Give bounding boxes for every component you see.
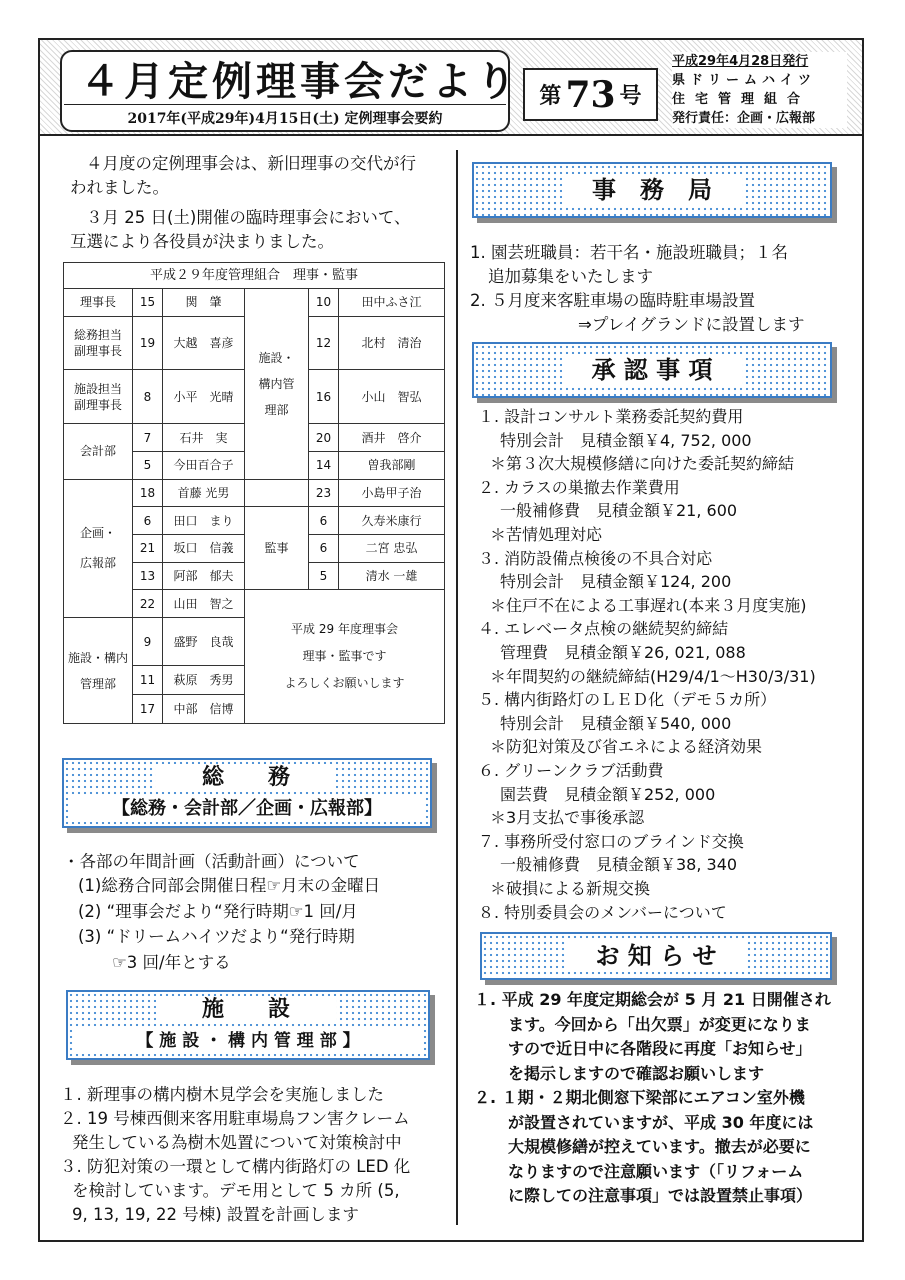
approval-line: ＊苦情処理対応 bbox=[490, 525, 603, 544]
shisetsu-line: 9, 13, 19, 22 号棟) 設置を計画します bbox=[72, 1205, 359, 1224]
building-no: 17 bbox=[133, 695, 163, 724]
shisetsu-line: を検討しています。デモ用として 5 カ所 (5, bbox=[72, 1181, 400, 1200]
building-no: 7 bbox=[133, 424, 163, 452]
officer-name: 坂口 信義 bbox=[163, 534, 245, 562]
approval-line: ＊破損による新規交換 bbox=[490, 879, 651, 898]
jimukyoku-line: 1. 園芸班職員：若干名・施設班職員；１名 bbox=[470, 243, 788, 262]
officer-name: 久寿米康行 bbox=[339, 507, 445, 535]
notice-line: ２. １期・２期北側窓下梁部にエアコン室外機 bbox=[474, 1088, 805, 1107]
notice-line: なりますので注意願います（「リフォーム bbox=[508, 1161, 804, 1181]
issue-number-box bbox=[523, 68, 658, 121]
officer-name: 関 肇 bbox=[163, 289, 245, 317]
building-no: 6 bbox=[309, 534, 339, 562]
building-no: 19 bbox=[133, 316, 163, 370]
officer-name: 阿部 郁夫 bbox=[163, 562, 245, 590]
officer-name: 首藤 光男 bbox=[163, 479, 245, 507]
officer-name: 中部 信博 bbox=[163, 695, 245, 724]
officer-name: 山田 智之 bbox=[163, 590, 245, 618]
building-no: 16 bbox=[309, 370, 339, 424]
jimukyoku-line: ⇒プレイグランドに設置します bbox=[578, 315, 805, 334]
building-no: 23 bbox=[309, 479, 339, 507]
building-no: 5 bbox=[133, 451, 163, 479]
building-no: 8 bbox=[133, 370, 163, 424]
officer-name: 清水 一雄 bbox=[339, 562, 445, 590]
notice-line: に際しての注意事項」では設置禁止事項） bbox=[508, 1186, 813, 1205]
role-cell: 企画・広報部 bbox=[64, 479, 133, 617]
role-cell: 理事長 bbox=[64, 289, 133, 317]
shisetsu-heading-title: 施 設 bbox=[156, 996, 336, 1024]
approval-line: 一般補修費 見積金額￥21, 600 bbox=[500, 501, 738, 521]
newsletter-subtitle: 2017年(平成29年)4月15日(土) 定例理事会要約 bbox=[64, 104, 506, 128]
responsible-editor: 発行責任：企画・広報部 bbox=[672, 111, 816, 126]
soumu-line: (2) “理事会だより“発行時期☞1 回/月 bbox=[78, 902, 358, 921]
shisetsu-line: １. 新理事の構内樹木見学会を実施しました bbox=[60, 1085, 384, 1104]
group-facility: 施設・構内管理部 bbox=[245, 289, 309, 480]
approval-line: ＊3月支払で事後承認 bbox=[490, 808, 645, 828]
notice-line: すので近日中に各階段に再度「お知らせ」 bbox=[508, 1039, 812, 1058]
notice-line: １. 平成 29 年度定期総会が 5 月 21 日開催され bbox=[474, 990, 831, 1009]
empty-cell bbox=[245, 479, 309, 507]
role-cell: 会計部 bbox=[64, 424, 133, 479]
jimukyoku-line: 追加募集をいたします bbox=[488, 267, 653, 286]
notice-list bbox=[474, 988, 831, 1209]
approval-line: １. 設計コンサルト業務委託契約費用 bbox=[478, 407, 744, 426]
soumu-line: ☞3 回/年とする bbox=[112, 953, 231, 972]
soumu-heading-title: 総 務 bbox=[156, 764, 336, 792]
building-no: 15 bbox=[133, 289, 163, 317]
building-no: 5 bbox=[309, 562, 339, 590]
approval-line: 一般補修費 見積金額￥38, 340 bbox=[500, 855, 738, 875]
approval-line: ２. カラスの巣撤去作業費用 bbox=[478, 477, 680, 497]
issue-suffix: 号 bbox=[619, 83, 642, 109]
newsletter-title: ４月定例理事会だより bbox=[80, 58, 520, 105]
building-no: 12 bbox=[309, 316, 339, 370]
approval-line: ＊住戸不在による工事遅れ(本来３月度実施) bbox=[490, 595, 807, 615]
officer-name: 酒井 啓介 bbox=[339, 424, 445, 452]
officer-name: 大越 喜彦 bbox=[163, 316, 245, 370]
building-no: 18 bbox=[133, 479, 163, 507]
building-no: 10 bbox=[309, 289, 339, 317]
group-auditor: 監事 bbox=[245, 507, 309, 590]
soumu-line: (1)総務合同部会開催日程☞月末の金曜日 bbox=[78, 876, 381, 895]
issue-prefix: 第 bbox=[539, 83, 562, 109]
officer-name: 小平 光晴 bbox=[163, 370, 245, 424]
approval-line: 特別会計 見積金額￥540, 000 bbox=[500, 713, 732, 733]
approval-line: ６. グリーンクラブ活動費 bbox=[478, 761, 664, 780]
officer-name: 田口 まり bbox=[163, 507, 245, 535]
officer-name: 盛野 良哉 bbox=[163, 618, 245, 666]
officer-name: 今田百合子 bbox=[163, 451, 245, 479]
officer-name: 曽我部剛 bbox=[339, 451, 445, 479]
shisetsu-line: ２. 19 号棟西側来客用駐車場鳥フン害クレーム bbox=[60, 1109, 410, 1128]
publication-date: 平成29年4月28日発行 bbox=[672, 54, 809, 69]
approval-line: ７. 事務所受付窓口のブラインド交換 bbox=[478, 831, 744, 851]
jimukyoku-heading-title: 事 務 局 bbox=[562, 174, 742, 206]
intro-line: われました。 bbox=[70, 178, 169, 197]
officer-name: 二宮 忠弘 bbox=[339, 534, 445, 562]
approval-line: ３. 消防設備点検後の不具合対応 bbox=[478, 548, 713, 568]
approval-line: 特別会計 見積金額￥124, 200 bbox=[500, 572, 732, 592]
jimukyoku-line: 2. ５月度来客駐車場の臨時駐車場設置 bbox=[470, 291, 755, 310]
org-name-line1: 県ドリームハイツ bbox=[672, 73, 817, 88]
intro-line: ４月度の定例理事会は、新旧理事の交代が行 bbox=[86, 154, 416, 173]
officer-name: 小山 智弘 bbox=[339, 370, 445, 424]
shonin-heading-title: 承 認 事 項 bbox=[562, 354, 742, 386]
building-no: 6 bbox=[133, 507, 163, 535]
role-cell: 施設・構内管理部 bbox=[64, 618, 133, 724]
approval-line: ＊年間契約の継続締結(H29/4/1～H30/3/31) bbox=[490, 666, 816, 686]
officer-name: 萩原 秀男 bbox=[163, 666, 245, 695]
approval-line: ８. 特別委員会のメンバーについて bbox=[478, 902, 727, 922]
building-no: 11 bbox=[133, 666, 163, 695]
role-cell: 施設担当副理事長 bbox=[64, 370, 133, 424]
officer-roster-table bbox=[63, 262, 445, 724]
notice-line: 大規模修繕が控えています。撤去が必要に bbox=[508, 1137, 811, 1156]
publication-info bbox=[672, 52, 847, 128]
officer-name: 石井 実 bbox=[163, 424, 245, 452]
soumu-line: (3) “ドリームハイツだより“発行時期 bbox=[78, 927, 355, 946]
role-cell: 総務担当副理事長 bbox=[64, 316, 133, 370]
notice-line: が設置されていますが、平成 30 年度には bbox=[508, 1112, 814, 1132]
roster-caption: 平成２９年度管理組合 理事・監事 bbox=[64, 263, 445, 289]
org-name-line2: 住宅管理組合 bbox=[672, 92, 811, 107]
approval-line: ４. エレベータ点検の継続契約締結 bbox=[478, 619, 729, 639]
oshirase-heading-title: お 知 ら せ bbox=[566, 940, 746, 972]
shisetsu-heading-subtitle: 【 施 設 ・ 構 内 管 理 部 】 bbox=[74, 1028, 422, 1054]
building-no: 14 bbox=[309, 451, 339, 479]
building-no: 9 bbox=[133, 618, 163, 666]
issue-number: 73 bbox=[565, 73, 616, 116]
building-no: 20 bbox=[309, 424, 339, 452]
officer-name: 田中ふさ江 bbox=[339, 289, 445, 317]
approval-line: 管理費 見積金額￥26, 021, 088 bbox=[500, 643, 746, 662]
approval-line: ＊防犯対策及び省エネによる経済効果 bbox=[490, 737, 763, 757]
column-divider bbox=[456, 150, 458, 1225]
building-no: 22 bbox=[133, 590, 163, 618]
building-no: 13 bbox=[133, 562, 163, 590]
intro-line: ３月 25 日(土)開催の臨時理事会において、 bbox=[86, 208, 411, 227]
approval-line: ５. 構内街路灯のＬＥＤ化（デモ５カ所） bbox=[478, 690, 777, 710]
soumu-line: ・各部の年間計画（活動計画）について bbox=[63, 852, 360, 871]
approval-line: ＊第３次大規模修繕に向けた委託契約締結 bbox=[490, 454, 795, 474]
notice-line: ます。今回から「出欠票」が変更になりま bbox=[508, 1014, 811, 1034]
officer-name: 小島甲子治 bbox=[339, 479, 445, 507]
shisetsu-line: ３. 防犯対策の一環として構内街路灯の LED 化 bbox=[60, 1157, 411, 1176]
intro-line: 互選により各役員が決まりました。 bbox=[70, 232, 334, 251]
building-no: 6 bbox=[309, 507, 339, 535]
roster-greeting: 平成 29 年度理事会 理事・監事です よろしくお願いします bbox=[245, 590, 445, 724]
officer-name: 北村 清治 bbox=[339, 316, 445, 370]
notice-line: を掲示しますので確認お願いします bbox=[508, 1063, 765, 1083]
approval-line: 園芸費 見積金額￥252, 000 bbox=[500, 784, 716, 804]
approval-line: 特別会計 見積金額￥4, 752, 000 bbox=[500, 430, 752, 450]
shisetsu-line: 発生している為樹木処置について対策検討中 bbox=[72, 1133, 402, 1152]
soumu-heading-subtitle: 【総務・会計部／企画・広報部】 bbox=[70, 796, 424, 822]
building-no: 21 bbox=[133, 534, 163, 562]
